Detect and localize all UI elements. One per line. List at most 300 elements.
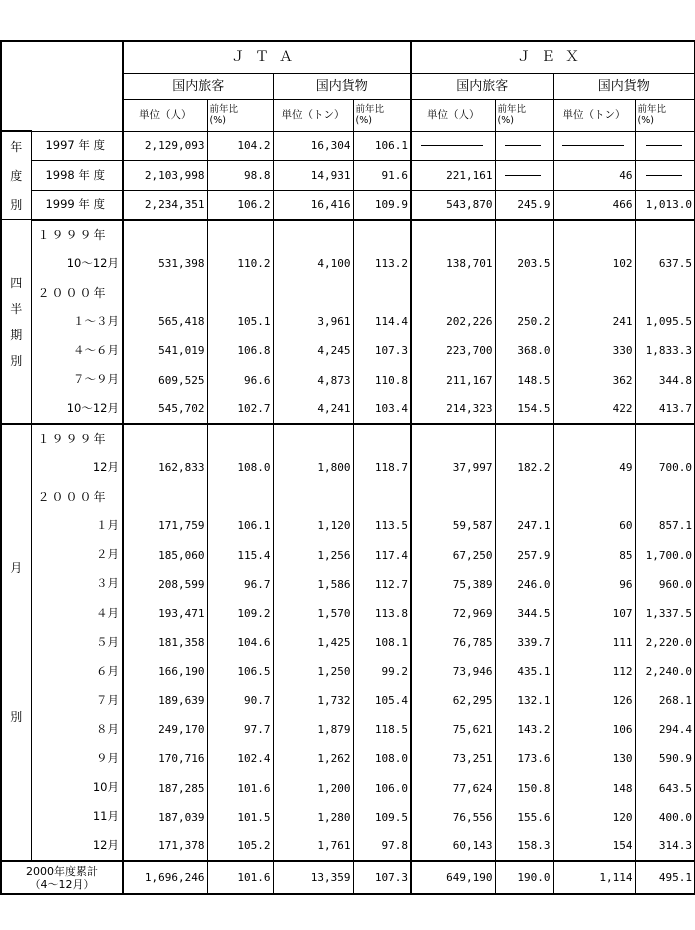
statistics-table-container (0, 40, 695, 895)
data-cell-c7: 130 (553, 744, 635, 773)
data-cell-c5: 73,251 (411, 744, 495, 773)
data-cell-c8: 1,013.0 (635, 190, 695, 220)
data-cell-c7: 85 (553, 541, 635, 570)
category-char: 半 (10, 301, 23, 316)
year-group-label: ２０００年 (31, 278, 123, 307)
data-cell-c4: 107.3 (353, 336, 411, 365)
data-cell-c8: 294.4 (635, 715, 695, 744)
category-char: 四 (10, 275, 23, 290)
data-cell-c7: 111 (553, 628, 635, 657)
table-row (1, 220, 695, 249)
data-cell-c5: 138,701 (411, 249, 495, 278)
data-cell-c7: 46 (553, 161, 635, 191)
data-cell-c1: 545,702 (123, 395, 207, 424)
data-cell-c2: 104.6 (207, 628, 273, 657)
empty-cell (207, 482, 273, 511)
data-cell-c6 (495, 131, 553, 161)
data-cell-c1: 181,358 (123, 628, 207, 657)
row-label: 12月 (31, 832, 123, 861)
data-cell-c3: 1,262 (273, 744, 353, 773)
year-group-label: １９９９年 (31, 220, 123, 249)
data-cell-c3: 1,120 (273, 511, 353, 540)
empty-cell (495, 424, 553, 453)
data-cell-c2: 102.4 (207, 744, 273, 773)
yoy-header: 前年比 (%) (207, 99, 273, 131)
data-cell-c3: 1,732 (273, 686, 353, 715)
row-label: ４～６月 (31, 336, 123, 365)
data-cell-c5: 202,226 (411, 307, 495, 336)
data-cell-c7: 154 (553, 832, 635, 861)
data-cell-c8: 960.0 (635, 570, 695, 599)
row-label: ６月 (31, 657, 123, 686)
empty-cell (553, 482, 635, 511)
data-cell-c4: 103.4 (353, 395, 411, 424)
data-cell-c6: 158.3 (495, 832, 553, 861)
data-cell-c1: 171,759 (123, 511, 207, 540)
row-label: １～３月 (31, 307, 123, 336)
data-cell-c1: 185,060 (123, 541, 207, 570)
row-label: 10～12月 (31, 395, 123, 424)
data-cell-c1: 541,019 (123, 336, 207, 365)
empty-cell (207, 220, 273, 249)
data-cell-c5: 543,870 (411, 190, 495, 220)
empty-cell (273, 424, 353, 453)
empty-cell (207, 278, 273, 307)
data-cell-c6: 154.5 (495, 395, 553, 424)
data-cell-c2: 106.5 (207, 657, 273, 686)
data-cell-c3: 1,879 (273, 715, 353, 744)
data-cell-c2: 101.5 (207, 803, 273, 832)
empty-cell (411, 424, 495, 453)
table-row (1, 131, 695, 161)
data-cell-c2: 98.8 (207, 161, 273, 191)
data-cell-c5: 60,143 (411, 832, 495, 861)
data-cell-c4: 108.1 (353, 628, 411, 657)
data-cell-c7: 106 (553, 715, 635, 744)
table-row (1, 278, 695, 307)
data-cell-c7: 148 (553, 774, 635, 803)
data-cell-c6: 339.7 (495, 628, 553, 657)
data-cell-c8: 643.5 (635, 774, 695, 803)
data-cell-c3: 1,800 (273, 453, 353, 482)
jex-header: ＪＥＸ (411, 41, 695, 73)
data-cell-c7: 241 (553, 307, 635, 336)
data-cell-c4: 107.3 (353, 861, 411, 894)
data-cell-c1: 162,833 (123, 453, 207, 482)
data-cell-c2: 115.4 (207, 541, 273, 570)
data-cell-c2: 104.2 (207, 131, 273, 161)
dash-mark (421, 145, 483, 146)
total-label-line1: 2000年度累計 (26, 864, 98, 878)
row-label: 1999 年 度 (31, 190, 123, 220)
table-row (1, 744, 695, 773)
data-cell-c5: 223,700 (411, 336, 495, 365)
category-char: 別 (10, 353, 23, 368)
empty-cell (635, 482, 695, 511)
data-cell-c8: 2,220.0 (635, 628, 695, 657)
data-cell-c2: 109.2 (207, 599, 273, 628)
data-cell-c3: 1,250 (273, 657, 353, 686)
data-cell-c4: 91.6 (353, 161, 411, 191)
data-cell-c8: 590.9 (635, 744, 695, 773)
row-label: ４月 (31, 599, 123, 628)
data-cell-c2: 105.1 (207, 307, 273, 336)
data-cell-c4: 99.2 (353, 657, 411, 686)
data-cell-c3: 16,416 (273, 190, 353, 220)
data-cell-c7: 60 (553, 511, 635, 540)
data-cell-c3: 4,100 (273, 249, 353, 278)
table-row (1, 336, 695, 365)
data-cell-c6: 245.9 (495, 190, 553, 220)
row-label: 1997 年 度 (31, 131, 123, 161)
unit-person-header: 単位（人） (123, 99, 207, 131)
empty-cell (411, 482, 495, 511)
data-cell-c1: 171,378 (123, 832, 207, 861)
data-cell-c4: 118.5 (353, 715, 411, 744)
category-char: 別 (10, 197, 23, 212)
data-cell-c1: 193,471 (123, 599, 207, 628)
data-cell-c7: 112 (553, 657, 635, 686)
unit-person-header: 単位（人） (411, 99, 495, 131)
statistics-table (0, 40, 695, 895)
table-row (1, 511, 695, 540)
empty-cell (411, 278, 495, 307)
jta-header: ＪＴＡ (123, 41, 411, 73)
empty-cell (207, 424, 273, 453)
data-cell-c2: 108.0 (207, 453, 273, 482)
data-cell-c4: 117.4 (353, 541, 411, 570)
table-row (1, 715, 695, 744)
data-cell-c6: 143.2 (495, 715, 553, 744)
data-cell-c8 (635, 161, 695, 191)
data-cell-c7: 96 (553, 570, 635, 599)
row-label: ７月 (31, 686, 123, 715)
data-cell-c8: 1,700.0 (635, 541, 695, 570)
data-cell-c4: 118.7 (353, 453, 411, 482)
jta-passenger-header: 国内旅客 (123, 73, 273, 99)
data-cell-c5: 221,161 (411, 161, 495, 191)
data-cell-c5: 214,323 (411, 395, 495, 424)
empty-cell (353, 482, 411, 511)
data-cell-c7: 422 (553, 395, 635, 424)
category-text (2, 425, 31, 860)
data-cell-c5: 72,969 (411, 599, 495, 628)
table-row (1, 307, 695, 336)
row-label: 1998 年 度 (31, 161, 123, 191)
data-cell-c5: 77,624 (411, 774, 495, 803)
data-cell-c4: 110.8 (353, 366, 411, 395)
category-char: 年 (10, 139, 23, 154)
yoy-header: 前年比 (%) (635, 99, 695, 131)
table-row (1, 249, 695, 278)
empty-cell (495, 482, 553, 511)
data-cell-c3: 4,873 (273, 366, 353, 395)
category-label (1, 424, 31, 861)
empty-cell (495, 220, 553, 249)
data-cell-c4: 109.9 (353, 190, 411, 220)
data-cell-c6: 203.5 (495, 249, 553, 278)
empty-cell (411, 220, 495, 249)
data-cell-c3: 1,280 (273, 803, 353, 832)
data-cell-c8 (635, 131, 695, 161)
data-cell-c7: 102 (553, 249, 635, 278)
data-cell-c8: 400.0 (635, 803, 695, 832)
data-cell-c2: 106.8 (207, 336, 273, 365)
dash-mark (505, 145, 541, 146)
row-label: ２月 (31, 541, 123, 570)
empty-cell (273, 278, 353, 307)
empty-cell (123, 424, 207, 453)
data-cell-c7: 107 (553, 599, 635, 628)
data-cell-c2: 102.7 (207, 395, 273, 424)
data-cell-c8: 637.5 (635, 249, 695, 278)
data-cell-c5: 37,997 (411, 453, 495, 482)
data-cell-c6: 182.2 (495, 453, 553, 482)
data-cell-c5 (411, 131, 495, 161)
data-cell-c3: 1,570 (273, 599, 353, 628)
table-row (1, 161, 695, 191)
data-cell-c3: 14,931 (273, 161, 353, 191)
year-group-label: １９９９年 (31, 424, 123, 453)
data-cell-c8: 1,095.5 (635, 307, 695, 336)
table-row (1, 395, 695, 424)
row-label: 10～12月 (31, 249, 123, 278)
data-cell-c5: 76,785 (411, 628, 495, 657)
data-cell-c8: 268.1 (635, 686, 695, 715)
data-cell-c3: 1,256 (273, 541, 353, 570)
jex-passenger-header: 国内旅客 (411, 73, 553, 99)
data-cell-c2: 96.6 (207, 366, 273, 395)
row-label: ９月 (31, 744, 123, 773)
table-row (1, 453, 695, 482)
data-cell-c1: 565,418 (123, 307, 207, 336)
table-row (1, 424, 695, 453)
data-cell-c8: 1,833.3 (635, 336, 695, 365)
total-row (1, 861, 695, 894)
category-label (1, 131, 31, 220)
table-row (1, 190, 695, 220)
empty-cell (635, 220, 695, 249)
table-row (1, 657, 695, 686)
data-cell-c8: 2,240.0 (635, 657, 695, 686)
dash-mark (646, 175, 682, 176)
empty-cell (553, 278, 635, 307)
data-cell-c3: 4,241 (273, 395, 353, 424)
empty-cell (273, 482, 353, 511)
yoy-header: 前年比 (%) (353, 99, 411, 131)
empty-cell (123, 278, 207, 307)
row-label: ８月 (31, 715, 123, 744)
table-row (1, 541, 695, 570)
data-cell-c1: 189,639 (123, 686, 207, 715)
data-cell-c5: 649,190 (411, 861, 495, 894)
data-cell-c5: 62,295 (411, 686, 495, 715)
unit-ton-header: 単位（トン） (553, 99, 635, 131)
data-cell-c6: 257.9 (495, 541, 553, 570)
row-label: ５月 (31, 628, 123, 657)
data-cell-c5: 75,389 (411, 570, 495, 599)
row-label: 10月 (31, 774, 123, 803)
data-cell-c7: 1,114 (553, 861, 635, 894)
data-cell-c6: 155.6 (495, 803, 553, 832)
empty-cell (495, 278, 553, 307)
table-row (1, 482, 695, 511)
data-cell-c8: 700.0 (635, 453, 695, 482)
data-cell-c4: 109.5 (353, 803, 411, 832)
empty-cell (635, 424, 695, 453)
data-cell-c5: 76,556 (411, 803, 495, 832)
data-cell-c8: 344.8 (635, 366, 695, 395)
data-cell-c5: 67,250 (411, 541, 495, 570)
data-cell-c1: 609,525 (123, 366, 207, 395)
data-cell-c7: 466 (553, 190, 635, 220)
data-cell-c5: 59,587 (411, 511, 495, 540)
jta-cargo-header: 国内貨物 (273, 73, 411, 99)
year-group-label: ２０００年 (31, 482, 123, 511)
data-cell-c1: 187,039 (123, 803, 207, 832)
data-cell-c1: 2,234,351 (123, 190, 207, 220)
data-cell-c7: 49 (553, 453, 635, 482)
unit-ton-header: 単位（トン） (273, 99, 353, 131)
data-cell-c7: 126 (553, 686, 635, 715)
table-row (1, 832, 695, 861)
data-cell-c2: 101.6 (207, 774, 273, 803)
data-cell-c8: 413.7 (635, 395, 695, 424)
data-cell-c6: 173.6 (495, 744, 553, 773)
data-cell-c6: 150.8 (495, 774, 553, 803)
data-cell-c3: 16,304 (273, 131, 353, 161)
dash-mark (562, 145, 624, 146)
table-row (1, 599, 695, 628)
data-cell-c1: 2,103,998 (123, 161, 207, 191)
data-cell-c1: 531,398 (123, 249, 207, 278)
data-cell-c1: 1,696,246 (123, 861, 207, 894)
data-cell-c2: 106.1 (207, 511, 273, 540)
data-cell-c1: 208,599 (123, 570, 207, 599)
data-cell-c7: 120 (553, 803, 635, 832)
empty-cell (635, 278, 695, 307)
empty-cell (123, 220, 207, 249)
data-cell-c6: 132.1 (495, 686, 553, 715)
data-cell-c7: 362 (553, 366, 635, 395)
row-label: ３月 (31, 570, 123, 599)
data-cell-c3: 1,586 (273, 570, 353, 599)
row-label: １月 (31, 511, 123, 540)
data-cell-c5: 75,621 (411, 715, 495, 744)
category-char: 別 (10, 710, 23, 724)
data-cell-c6: 368.0 (495, 336, 553, 365)
table-row (1, 366, 695, 395)
data-cell-c4: 105.4 (353, 686, 411, 715)
data-cell-c4: 112.7 (353, 570, 411, 599)
empty-cell (123, 482, 207, 511)
data-cell-c6: 435.1 (495, 657, 553, 686)
data-cell-c1: 170,716 (123, 744, 207, 773)
category-text (2, 220, 31, 423)
data-cell-c2: 96.7 (207, 570, 273, 599)
data-cell-c1: 2,129,093 (123, 131, 207, 161)
data-cell-c6: 148.5 (495, 366, 553, 395)
data-cell-c1: 166,190 (123, 657, 207, 686)
data-cell-c6: 344.5 (495, 599, 553, 628)
data-cell-c3: 4,245 (273, 336, 353, 365)
row-label: 11月 (31, 803, 123, 832)
data-cell-c6 (495, 161, 553, 191)
data-cell-c4: 113.2 (353, 249, 411, 278)
data-cell-c4: 113.5 (353, 511, 411, 540)
data-cell-c4: 97.8 (353, 832, 411, 861)
data-cell-c4: 114.4 (353, 307, 411, 336)
empty-cell (353, 278, 411, 307)
data-cell-c4: 113.8 (353, 599, 411, 628)
data-cell-c6: 250.2 (495, 307, 553, 336)
data-cell-c5: 73,946 (411, 657, 495, 686)
data-cell-c4: 106.0 (353, 774, 411, 803)
jex-cargo-header: 国内貨物 (553, 73, 695, 99)
data-cell-c2: 110.2 (207, 249, 273, 278)
data-cell-c8: 857.1 (635, 511, 695, 540)
category-label (1, 220, 31, 425)
category-text (2, 132, 31, 219)
empty-cell (553, 220, 635, 249)
data-cell-c8: 1,337.5 (635, 599, 695, 628)
data-cell-c1: 249,170 (123, 715, 207, 744)
data-cell-c7: 330 (553, 336, 635, 365)
total-label-line2: （4～12月） (29, 877, 95, 891)
data-cell-c3: 1,761 (273, 832, 353, 861)
empty-cell (273, 220, 353, 249)
data-cell-c3: 1,200 (273, 774, 353, 803)
empty-cell (553, 424, 635, 453)
row-label: 12月 (31, 453, 123, 482)
data-cell-c3: 3,961 (273, 307, 353, 336)
category-char: 月 (10, 561, 23, 575)
table-row (1, 803, 695, 832)
data-cell-c2: 105.2 (207, 832, 273, 861)
corner-cell (1, 41, 123, 131)
table-row (1, 774, 695, 803)
data-cell-c4: 108.0 (353, 744, 411, 773)
data-cell-c2: 90.7 (207, 686, 273, 715)
data-cell-c6: 247.1 (495, 511, 553, 540)
table-row (1, 570, 695, 599)
total-label (1, 861, 123, 894)
data-cell-c6: 246.0 (495, 570, 553, 599)
category-char: 期 (10, 327, 23, 342)
dash-mark (505, 175, 541, 176)
data-cell-c6: 190.0 (495, 861, 553, 894)
data-cell-c2: 97.7 (207, 715, 273, 744)
empty-cell (353, 220, 411, 249)
table-row (1, 686, 695, 715)
data-cell-c8: 314.3 (635, 832, 695, 861)
dash-mark (646, 145, 682, 146)
row-label: ７～９月 (31, 366, 123, 395)
data-cell-c3: 1,425 (273, 628, 353, 657)
yoy-header: 前年比 (%) (495, 99, 553, 131)
data-cell-c5: 211,167 (411, 366, 495, 395)
data-cell-c7 (553, 131, 635, 161)
data-cell-c2: 101.6 (207, 861, 273, 894)
data-cell-c1: 187,285 (123, 774, 207, 803)
empty-cell (353, 424, 411, 453)
data-cell-c2: 106.2 (207, 190, 273, 220)
category-char: 度 (10, 168, 23, 183)
data-cell-c8: 495.1 (635, 861, 695, 894)
table-row (1, 628, 695, 657)
data-cell-c4: 106.1 (353, 131, 411, 161)
data-cell-c3: 13,359 (273, 861, 353, 894)
